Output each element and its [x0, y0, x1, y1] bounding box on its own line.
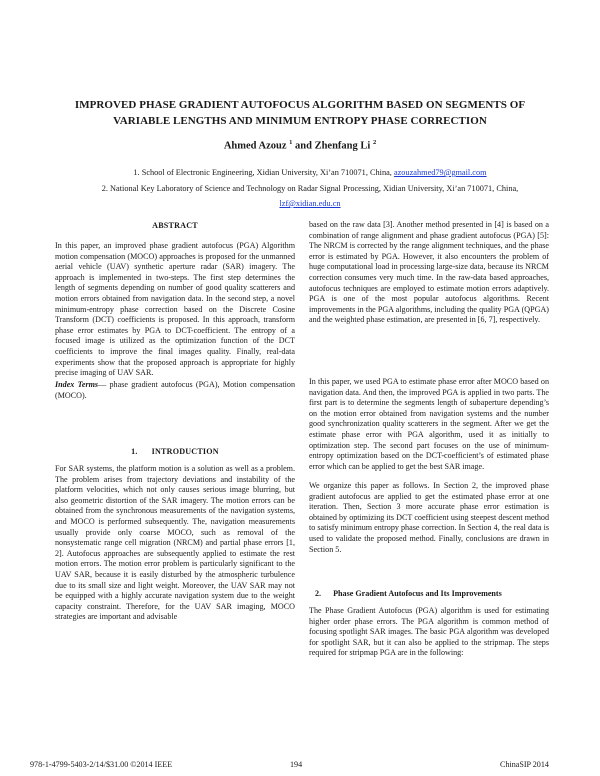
index-terms-label: Index Terms [55, 380, 99, 389]
title-line-1: IMPROVED PHASE GRADIENT AUTOFOCUS ALGORITHM BASED ON SEGMENTS OF [74, 99, 526, 111]
footer-conference: ChinaSIP 2014 [500, 760, 549, 769]
introduction-number: 1. [131, 447, 138, 456]
affiliation-1 [60, 165, 560, 180]
affiliation-1-text: 1. School of Electronic Engineering, Xidian University, Xi’an 710071, China, [133, 168, 394, 177]
right-column-paragraph-3 [309, 481, 549, 555]
right-column-paragraph-4 [309, 606, 549, 659]
section-2-number: 2. [315, 589, 322, 598]
author-2: and Zhenfang Li [292, 140, 373, 152]
affiliation-2-email-link[interactable]: lzf@xidian.edu.cn [279, 199, 341, 208]
paragraph-text: The Phase Gradient Autofocus (PGA) algorithm is used for estimating higher order phase errors. The PGA algorithm is common method of focusing spotlight SAR images. The basic PGA algorithm was developed for spotlight SAR, but it can also be applied to the stripmap. The steps required for stripmap PGA are in the following: [309, 606, 549, 658]
paper-title [40, 97, 560, 129]
affiliation-2 [60, 181, 560, 211]
section-2-heading [315, 589, 502, 598]
author-1-affil-mark: 1 [289, 139, 293, 146]
author-2-affil-mark: 2 [372, 139, 377, 146]
paragraph-text: based on the raw data [3]. Another method presented in [4] is based on a combination of range alignment and phase gradient autofocus (PGA) [5]: The NRCM is corrected by the range alignment techniques, and the phase error is estimated by PGA. However, it also encounters the problem of huge computational load in processing large-size data, because its NRCM correction consumes very much time. In the raw-data based approaches, autofocus techniques are employed to estimate motion errors adaptively. PGA is one of the most popular autofocus algorithms. Recent improvements in the PGA algorithms, including the quality PGA (QPGA) and the weighted phase estimation, are presented in [6, 7], respectively. [309, 220, 549, 325]
introduction-heading [55, 447, 295, 456]
author-1: Ahmed Azouz [223, 140, 290, 152]
title-line-2: VARIABLE LENGTHS AND MINIMUM ENTROPY PHASE CORRECTION [113, 115, 487, 127]
footer-page-number: 194 [290, 760, 303, 769]
index-terms [55, 380, 295, 401]
introduction-body [55, 464, 295, 623]
right-column-paragraph-2 [309, 377, 549, 472]
paragraph-text: In this paper, we used PGA to estimate phase error after MOCO based on navigation data. And then, the improved PGA is applied in two parts. The first part is to determine the segments length of subaperture depending’s on the motion error obtained from navigation systems and the number good synchronization quality scatterers in the segment. After we get the estimate phase error with PGA algorithm, used it as initially to optimization step. The second part focuses on the use of minimum-entropy optimization based on the DCT-coefficient’s of estimated phase error which can be applied to get the best SAR image. [309, 377, 549, 471]
section-2-title: Phase Gradient Autofocus and Its Improvements [333, 589, 502, 598]
footer-isbn: 978-1-4799-5403-2/14/$31.00 ©2014 IEEE [30, 760, 173, 769]
paragraph-text: We organize this paper as follows. In Section 2, the improved phase gradient autofocus are applied to get the estimated phase error at one iteration. Then, Section 3 more accurate phase error estimation is obtained by optimizing its DCT coefficient using steepest descent method to satisfy minimum entropy phase correction. In Section 4, the real data is used to validate the proposed method. Finally, conclusions are drawn in Section 5. [309, 481, 549, 554]
abstract-heading: ABSTRACT [152, 221, 198, 230]
affiliation-2-text: 2. National Key Laboratory of Science and Technology on Radar Signal Processing, Xidian University, Xi’an 710071, China, [101, 184, 519, 193]
abstract-body [55, 241, 295, 379]
introduction-title: INTRODUCTION [151, 447, 219, 456]
introduction-text: For SAR systems, the platform motion is a solution as well as a problem. The problem arises from trajectory deviations and instability of the platform velocities, which not only causes serious image blurring, but also geometric distortion of the SAR imagery. The motion errors can be obtained from the synchronous measurements of the navigation systems, and MOCO is performed subsequently. The, navigation measurements usually provide only coarse MOCO, such as removal of the nonsystematic range cell migration (NRCM) and partial phase errors [1, 2]. Autofocus approaches are subsequently applied to estimate the rest motion errors. The motion error problem is particularly significant to the UAV SAR, because it is easily disturbed by the atmospheric turbulence due to its small size and light weight. Moreover, the UAV SAR may not be equipped with a highly accurate navigation system due to the weight capacity constraint. Therefore, for the UAV SAR imaging, MOCO strategies are important and advisable [55, 464, 295, 622]
index-terms-text: — phase gradient autofocus (PGA), Motion compensation (MOCO). [55, 380, 296, 400]
right-column-paragraph-1 [309, 220, 549, 326]
abstract-text: In this paper, an improved phase gradient autofocus (PGA) Algorithm motion compensation (MOCO) approaches is proposed for the unmanned aerial vehicle (UAV) synthetic aperture radar (SAR) imagery. The approach is implemented in two-steps. The first step determines the length of segments depending on number of good quality scatterers and motion errors obtained from navigation data. In the second step, a novel minimum-entropy phase correction based on the Discrete Cosine Transform (DCT) coefficients is proposed. In this approach, transform phase error estimates by PGA to DCT-coefficient. The entropy of a focused image is utilized as the optimization function of the DCT coefficients to improve the final images quality. Finally, real-data experiments show that the proposed approach is appropriate for highly precise imaging of UAV SAR. [55, 241, 295, 378]
affiliation-1-email-link[interactable]: azouzahmed79@gmail.com [393, 168, 487, 177]
authors [0, 139, 600, 152]
